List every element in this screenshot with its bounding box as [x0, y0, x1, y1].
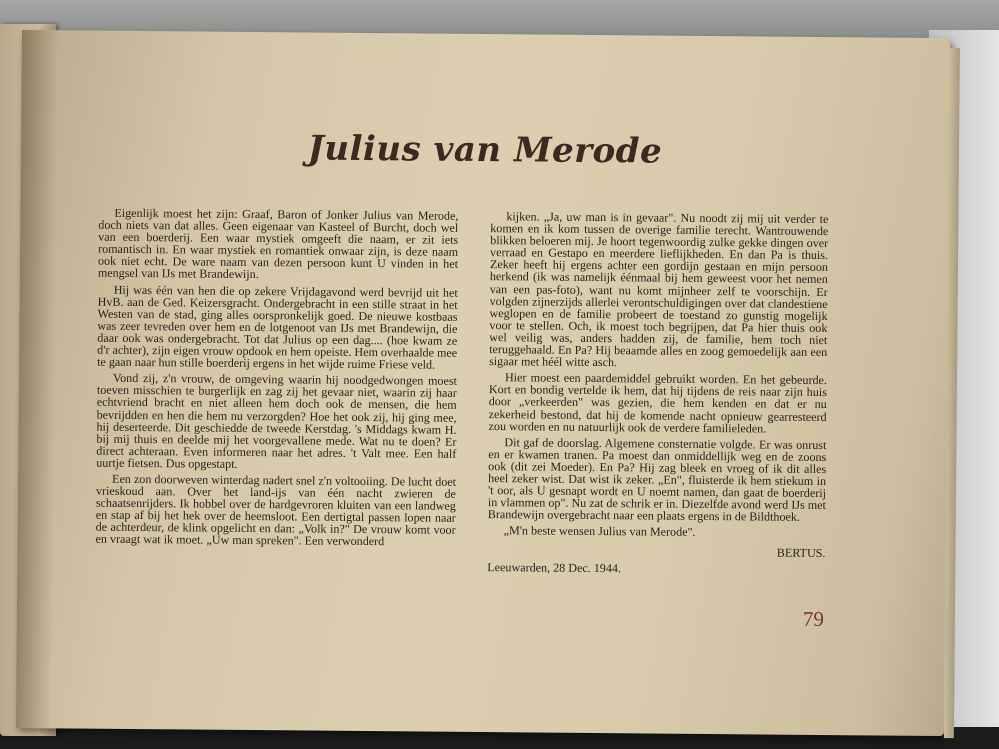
- text-column-left: [95, 207, 458, 553]
- paragraph: Hier moest een paardemiddel gebruikt worden. En het gebeurde. Kort en bondig vertelde ik hem, dat hij tijdens de reis naar zijn huis door „verkeerden" was gezien, die hem kenden en dat er nu zekerheid bestond, dat hij de komende nacht opnieuw gearresteerd zou worden en nu natuurlijk ook de verdere familieleden.: [488, 370, 828, 436]
- paragraph: Dit gaf de doorslag. Algemene consternatie volgde. Er was onrust en er kwamen tranen. Pa moest dan onmiddellijk weg en de zoons ook (dit zei Moeder). En Pa? Hij zag bleek en vroeg of ik dit alles heel zeker wist. Dat wist ik zeker. „En", fluisterde ik hem stiekum in 't oor, als U gesnapt wordt en U noemt namen, dan gaat de boerderij in vlammen op". Nu zat de schrik er in. Diezelfde avond werd IJs met Brandewijn overgebracht naar een plaats ergens in de Bildthoek.: [487, 434, 827, 525]
- paragraph: Hij was één van hen die op zekere Vrijdagavond werd bevrijd uit het HvB. aan de Ged. Keizersgracht. Ondergebracht in een stille straat in het Westen van de stad, ging alles oorspronkelijk goed. De nieuwe kostbaas was zeer tevreden over hem en de lotgenoot van IJs met Brandewijn, die daar ook was ondergebracht. Tot dat Julius op een dag.... (hoe kwam ze d'r achter), zijn eigen vrouw opdook en hem opeiste. Hem overhaalde mee te gaan naar hun stille boerderij ergens in het wijde ruime Friese veld.: [97, 282, 458, 372]
- paragraph: Eigenlijk moest het zijn: Graaf, Baron of Jonker Julius van Merode, doch niets van dat alles. Geen eigenaar van Kasteel of Burcht, doch wel van een boerderij. Een waar mystiek omgeeft die naam, er zit iets romantisch in. En waar mystiek en romantiek onwaar zijn, is deze naam ook niet echt. De ware naam van dezen persoon kunt U vinden in het mengsel van IJs met Brandewijn.: [97, 205, 459, 282]
- paragraph: kijken. „Ja, uw man is in gevaar". Nu noodt zij mij uit verder te komen en ik kom tussen de overige familie terecht. Wantrouwende blikken beloeren mij. Je hoort tegenwoordig zulke gekke dingen over verraad en Gestapo en meerdere lieflijkheden. En dan Pa is thuis. Zeker heeft hij ergens achter een gordijn gestaan en mijn persoon herkend (ik was namelijk éénmaal bij hem geweest voor het nemen van een pas-foto), want nu komt mijnheer zelf te voorschijn. Er volgden zijnerzijds allerlei verontschuldigingen over dat clandestiene weglopen en de familie probeert de toestand zo gunstig mogelijk voor te stellen. Och, ik moest toch begrijpen, dat Pa hier thuis ook wel veilig was, anders hadden zij, de familie, hem toch niet teruggehaald. En Pa? Hij beaamde alles en zoog gemoedelijk aan een sigaar met héél witte asch.: [489, 209, 829, 370]
- closing-wish: „M'n beste wensen Julius van Merode".: [503, 523, 696, 540]
- book-page: [16, 30, 950, 736]
- paragraph: Een zon doorweven winterdag nadert snel z'n voltooiing. De lucht doet vrieskoud aan. Over het land-ijs van één nacht zwieren de schaatsenrijders. Ik hobbel over de hardgevroren kluiten van een landweg en stap af bij het hek over de heemsloot. Een dertigtal passen lopen naar de achterdeur, de klink opgelicht en dan: „Volk in?" De vrouw komt voor en vraagt wat ik moet. „Uw man spreken". Een verwonderd: [95, 471, 457, 549]
- page-number: 79: [802, 606, 824, 632]
- author-signature: BERTUS.: [776, 546, 826, 561]
- article-title: Julius van Merode: [307, 128, 663, 172]
- text-column-right: [487, 210, 828, 580]
- dateline: Leeuwarden, 28 Dec. 1944.: [487, 559, 622, 575]
- paragraph: Vond zij, z'n vrouw, de omgeving waarin hij noodgedwongen moest toeven misschien te burgerlijk en zag zij het gevaar niet, waarin zij haar echtvriend bracht en niet alleen hem doch ook de mensen, die hem bevrijdden en hen die hem nu verzorgden? Hoe het ook zij, hij ging mee, hij deserteerde. Dit geschiedde de tweede Kerstdag. 's Middags kwam H. bij mij thuis en deelde mij het voorgevallene mede. Wat nu te doen? Er direct achteraan. Even informeren naar het adres. 't Valt mee. Een half uurtje fietsen. Dus opgestapt.: [96, 371, 458, 471]
